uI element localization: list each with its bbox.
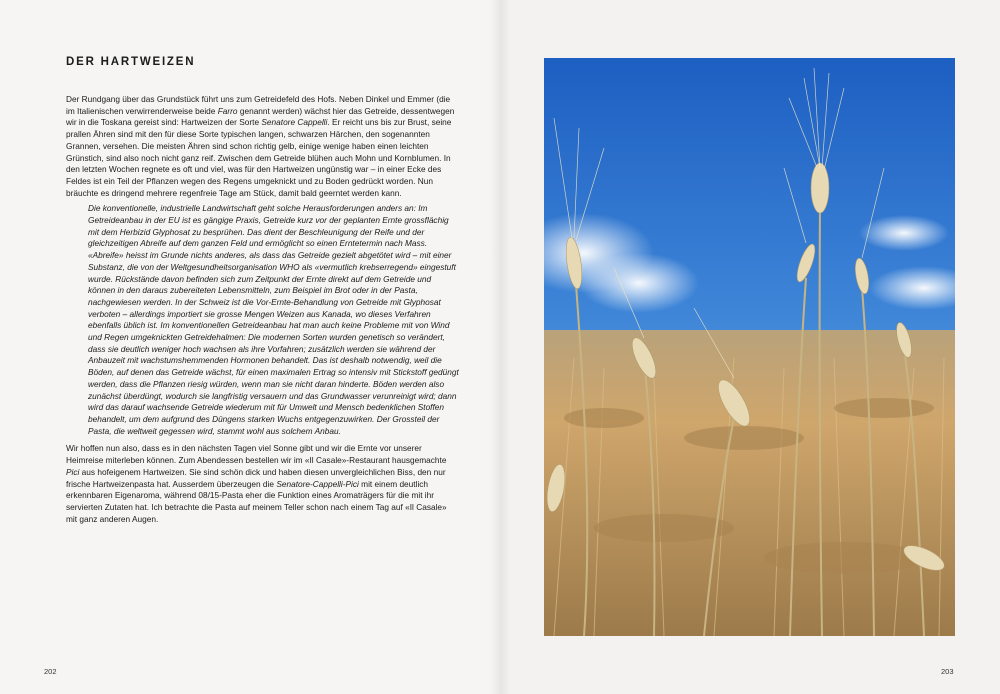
body-text bbox=[66, 94, 459, 525]
page-number-right: 203 bbox=[941, 667, 954, 676]
paragraph-intro: Der Rundgang über das Grundstück führt uns zum Getreidefeld des Hofs. Neben Dinkel und Emmer (die im Italienischen verwirrenderweise beide Farro genannt werden) wächst hier das Getreide, dessentwegen wir in die Toskana gereist sind: Hartweizen der Sorte Senatore Cappelli. Er reicht uns bis zur Brust, seine prallen Ähren sind mit den für diese Sorte typischen langen, schwarzen Härchen, den sogenannten Grannen, versehen. Die meisten Ähren sind schon richtig gelb, einige wenige haben einen leichten Grünstich, sind also noch nicht ganz reif. Zwischen dem Getreide blühen auch Mohn und Kornblumen. In den letzten Wochen regnete es oft und viel, was für den Hartweizen ungünstig war – in einer Ecke des Feldes ist ein Teil der Pflanzen wegen des Regens umgeknickt und zu Boden gedrückt worden. Nun bräuchte es dringend mehrere regenfreie Tage am Stück, damit bald geerntet werden kann. bbox=[66, 94, 455, 198]
wheat-field-illustration bbox=[544, 58, 955, 636]
wheat-field-photo bbox=[544, 58, 955, 636]
paragraph-closing: Wir hoffen nun also, dass es in den nächsten Tagen viel Sonne gibt und wir die Ernte vor unserer Heimreise miterleben können. Zum Abendessen bestellen wir im «Il Casale»-Restaurant hausgemachte Pici aus hofeigenem Hartweizen. Sie sind schön dick und haben diesen unvergleichlichen Biss, den nur frische Hartweizenpasta hat. Ausserdem überzeugen die Senatore-Cappelli-Pici mit einem deutlich erkennbaren Eigenaroma, während 08/15-Pasta eher die Funktion eines Aromaträgers für die mit ihr servierten Zutaten hat. Ich betrachte die Pasta auf meinem Teller schon nach einem Tag auf «Il Casale» mit ganz anderen Augen. bbox=[66, 443, 447, 524]
section-heading: DER HARTWEIZEN bbox=[66, 56, 196, 68]
page-number-left: 202 bbox=[44, 667, 57, 676]
book-gutter bbox=[490, 0, 510, 694]
indented-italic-passage: Die konventionelle, industrielle Landwirtschaft geht solche Herausforderungen anders an: Im Getreideanbau in der EU ist es gängige Praxis, Getreide kurz vor der geplanten Ernte grossflächig mit dem Herbizid Glyphosat zu besprühen. Das dient der Beschleunigung der Reife und der gleichzeitigen Abreife auf dem ganzen Feld und ermöglicht so einen Erntetermin nach Mass. «Abreife» heisst im Grunde nichts anderes, als dass das Getreide gezielt abgetötet wird – mit einer Substanz, die von der Weltgesundheitsorganisation WHO als «vermutlich krebserregend» eingestuft wurde. Rückstände davon befinden sich zum Zeitpunkt der Ernte direkt auf dem Getreide und können in den daraus zubereiteten Lebensmitteln, zum Beispiel im Brot oder in der Pasta, nachgewiesen werden. In der Schweiz ist die Vor-Ernte-Behandlung von Getreide mit Glyphosat verboten – allerdings importiert sie grosse Mengen Weizen aus Kanada, wo dieses Verfahren ebenfalls üblich ist. Im konventionellen Getreideanbau hat man auch keine Probleme mit von Wind und Regen umgeknickten Getreidehalmen: Die modernen Sorten wurden genetisch so verändert, dass sie deutlich weniger hoch wachsen als ihre Vorfahren; zusätzlich werden sie während der Anbauzeit mit wachstumshemmenden Hormonen behandelt. Das ist deshalb notwendig, weil die Böden, auf denen das Getreide wächst, für einen maximalen Ertrag so intensiv mit Stickstoff gedüngt werden, dass die Pflanzen riesig würden, wenn man sie nicht daran hinderte. Böden werden also zunächst überdüngt, wodurch sie langfristig versauern und das Grundwasser verunreinigt wird; dann wird das darauf wachsende Getreide wiederum mit für Umwelt und Mensch bedenklichen Stoffen behandelt, um dem aufgrund des Düngens starken Wuchs entgegenzuwirken. Der Grossteil der Pasta, die weltweit gegessen wird, stammt wohl aus solchem Anbau. bbox=[88, 203, 459, 436]
